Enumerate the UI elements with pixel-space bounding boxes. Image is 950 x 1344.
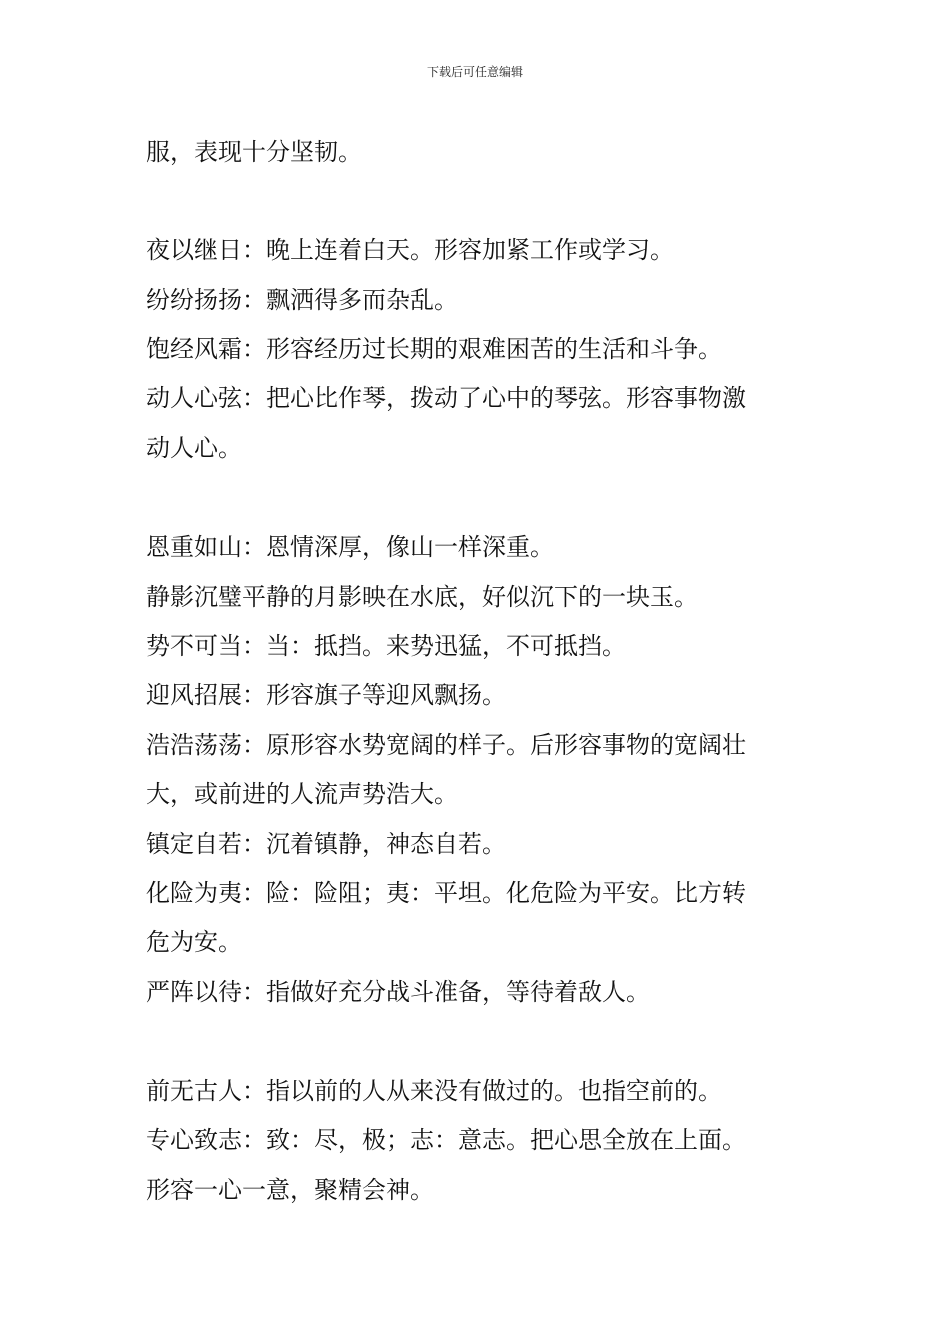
text-line: 服，表现十分坚韧。 [146, 138, 362, 166]
text-line: 动人心弦：把心比作琴，拨动了心中的琴弦。形容事物激 [146, 384, 746, 412]
text-line: 浩浩荡荡：原形容水势宽阔的样子。后形容事物的宽阔壮 [146, 731, 746, 759]
text-line: 化险为夷：险：险阻；夷：平坦。化危险为平安。比方转 [146, 879, 746, 907]
text-line: 危为安。 [146, 928, 242, 956]
page-header: 下载后可任意编辑 [426, 65, 523, 79]
text-line: 纷纷扬扬：飘洒得多而杂乱。 [146, 286, 458, 314]
text-line: 静影沉璧平静的月影映在水底，好似沉下的一块玉。 [146, 583, 698, 611]
text-line: 迎风招展：形容旗子等迎风飘扬。 [146, 681, 506, 709]
text-line: 镇定自若：沉着镇静，神态自若。 [146, 830, 506, 858]
text-line: 形容一心一意，聚精会神。 [146, 1176, 434, 1204]
text-line: 夜以继日：晚上连着白天。形容加紧工作或学习。 [146, 236, 674, 264]
text-line: 前无古人：指以前的人从来没有做过的。也指空前的。 [146, 1077, 722, 1105]
text-line: 动人心。 [146, 434, 242, 462]
text-line: 恩重如山：恩情深厚，像山一样深重。 [146, 533, 554, 561]
text-line: 势不可当：当：抵挡。来势迅猛，不可抵挡。 [146, 632, 626, 660]
text-line: 饱经风霜：形容经历过长期的艰难困苦的生活和斗争。 [146, 335, 722, 363]
text-line: 大，或前进的人流声势浩大。 [146, 780, 458, 808]
text-line: 专心致志：致：尽，极；志：意志。把心思全放在上面。 [146, 1126, 746, 1154]
text-line: 严阵以待：指做好充分战斗准备，等待着敌人。 [146, 978, 650, 1006]
